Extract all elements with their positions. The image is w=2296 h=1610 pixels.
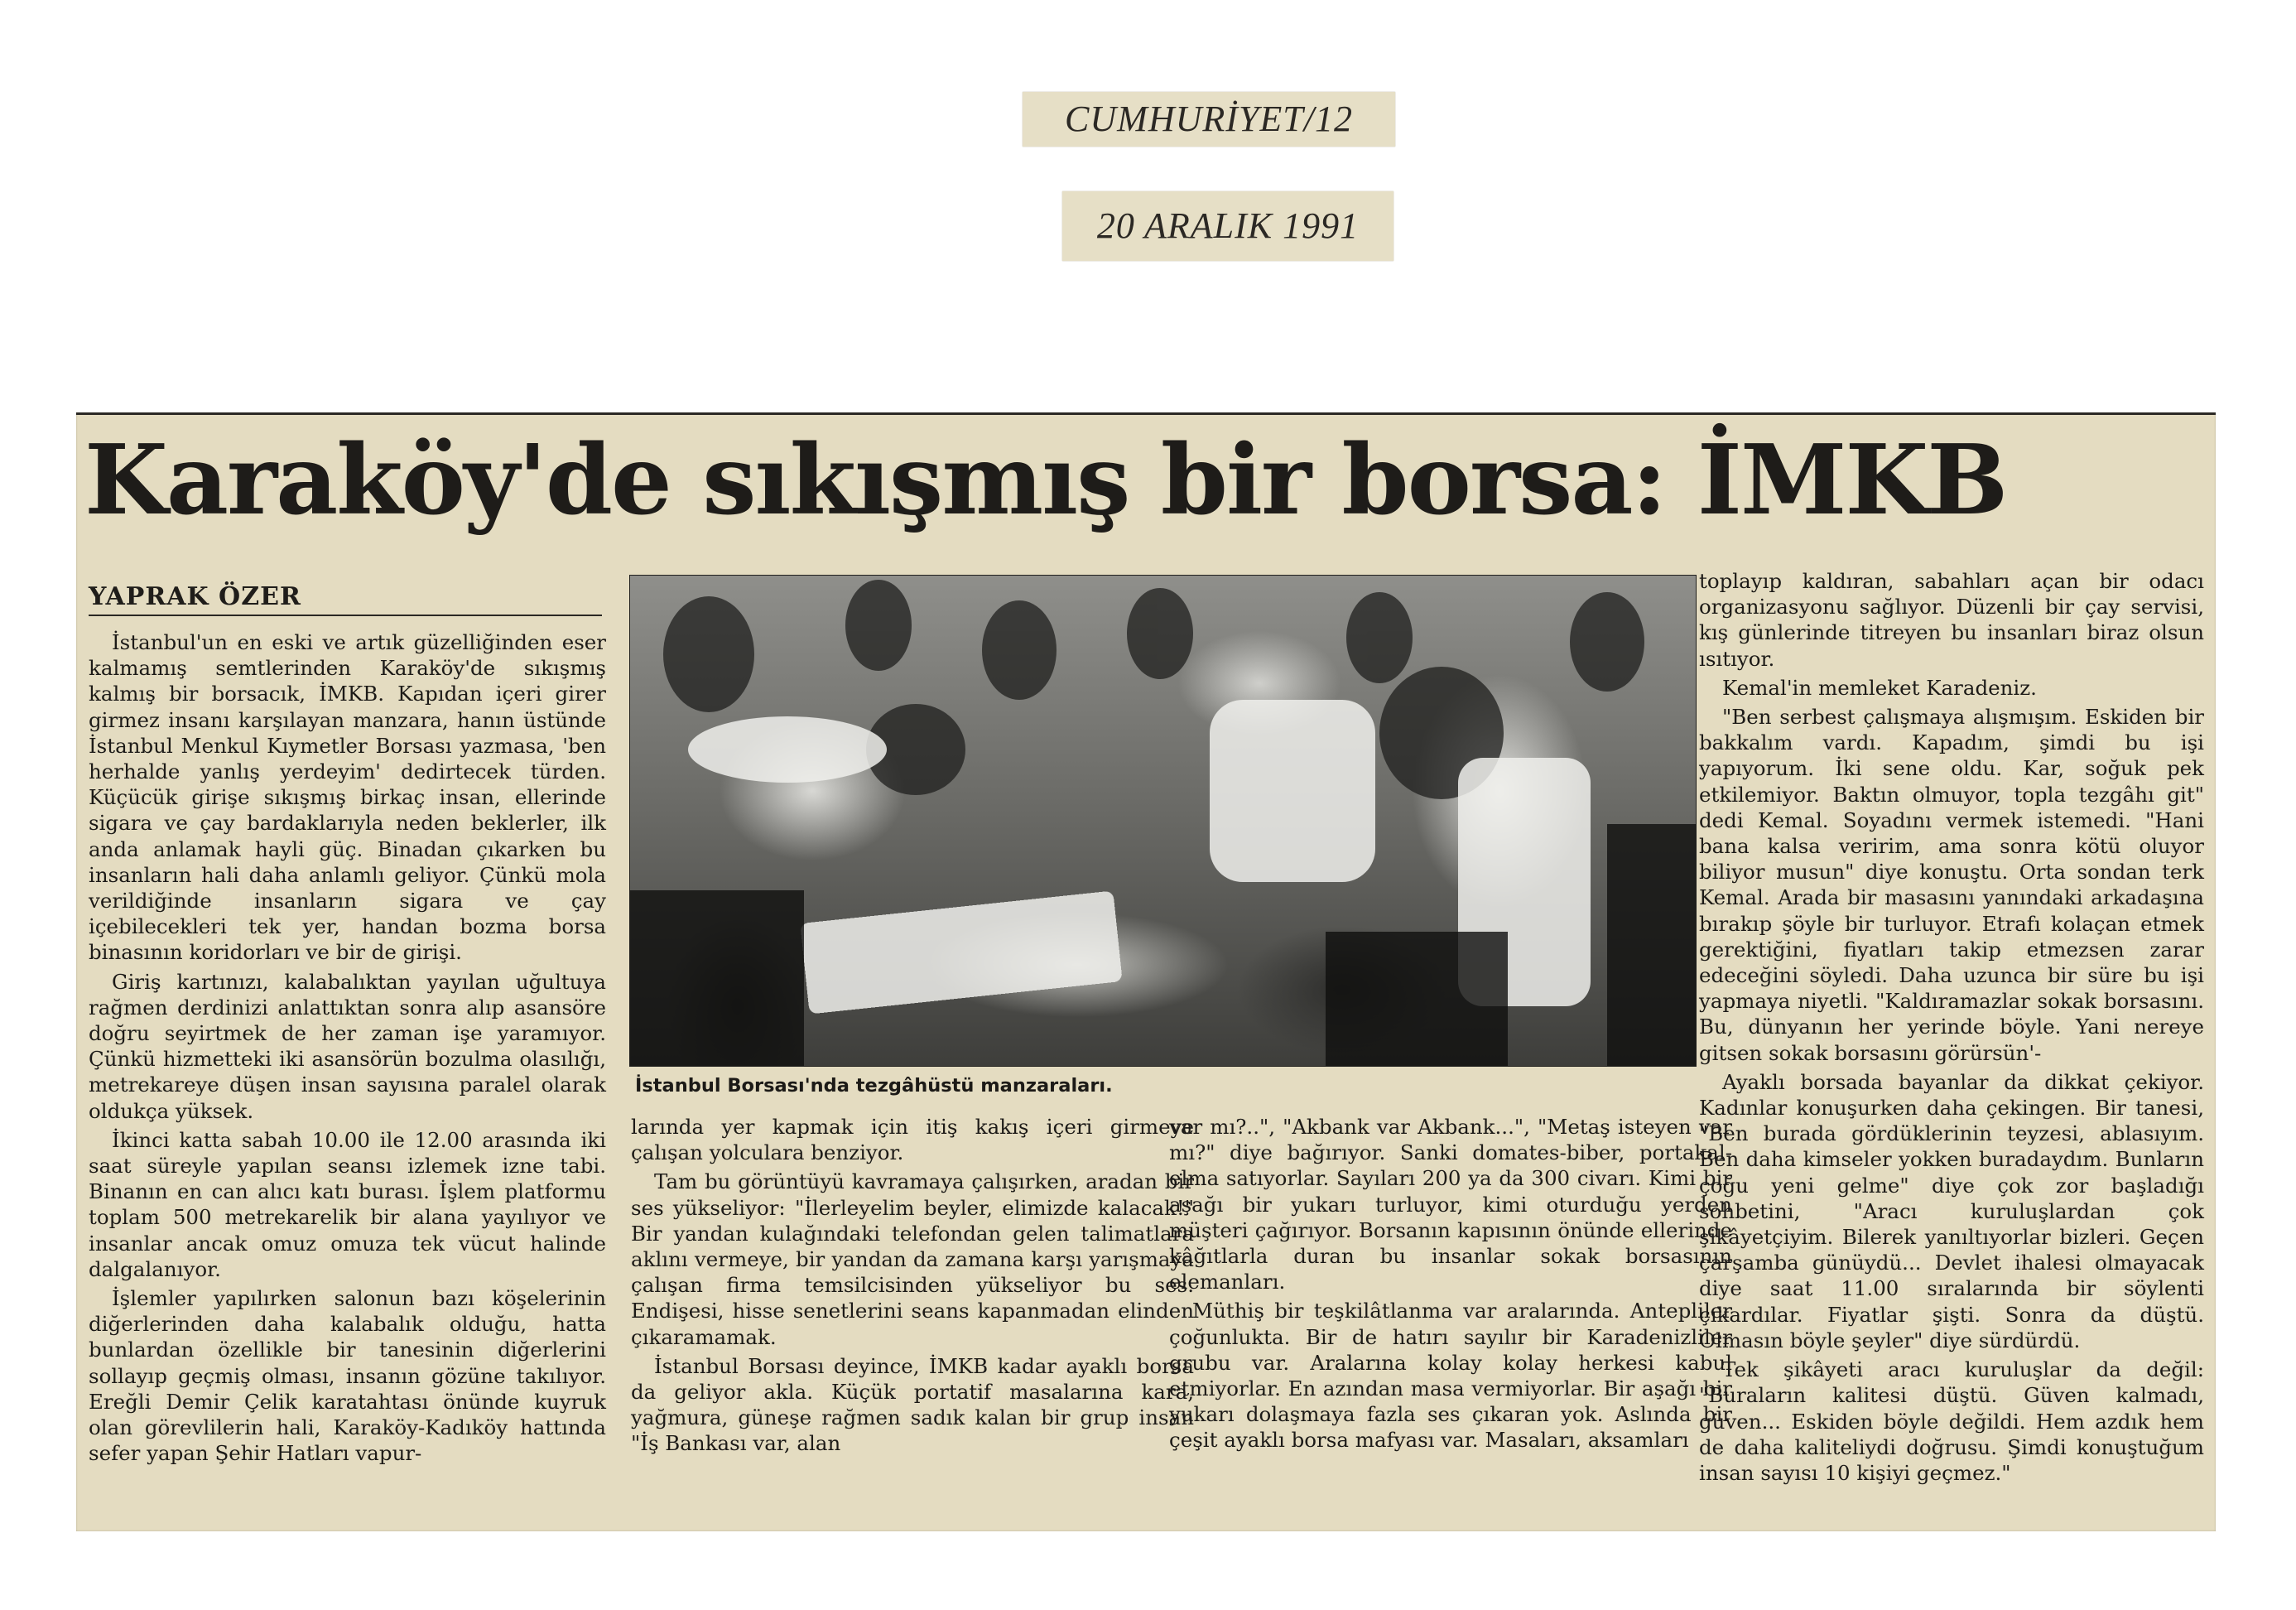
paragraph: Müthiş bir teşkilâtlanma var aralarında. Antepliler çoğunlukta. Bir de hatırı sayılır bir Karadenizliler grubu var. Aralarına kolay kolay herkesi kabul etmiyorlar. En azından masa vermiyorlar. Bir aşağı bir yukarı dolaşmaya fazla ses çıkaran yok. Aslında bir çeşit ayaklı borsa mafyası var. Masaları, aksamları [1169, 1299, 1732, 1453]
photo-caption: İstanbul Borsası'nda tezgâhüstü manzaraları. [635, 1075, 1113, 1097]
paragraph: Tam bu görüntüyü kavramaya çalışırken, aradan bir ses yükseliyor: "İlerleyelim beyler, elimizde kalacak!" Bir yandan kulağındaki telefondan gelen talimatlara aklını vermeye, bir yandan da zamana karşı yarışmaya çalışan firma temsilcisinden yükseliyor bu ses. Endişesi, hisse senetlerini seans kapanmadan elinden çıkaramamak. [631, 1169, 1194, 1349]
newspaper-name-stamp: CUMHURİYET/12 [1023, 92, 1395, 147]
text-column-3 [1169, 1114, 1732, 1457]
paragraph: Kemal'in memleket Karadeniz. [1722, 675, 2037, 700]
text-column-4 [1699, 568, 2204, 1489]
top-rule [76, 412, 2216, 415]
crowd-photo-illustration [630, 576, 1696, 1066]
newspaper-clipping [76, 412, 2216, 1531]
paragraph: Tek şikâyeti aracı kuruluşlar da değil: "Buraların kalitesi düştü. Güven kalmadı, güven... Eskiden böyle değildi. Hem azdık hem de daha kaliteliydi doğrusu. Şimdi konuştuğum insan sayısı 10 kişiyi geçmez." [1699, 1357, 2204, 1485]
paragraph: İkinci katta sabah 10.00 ile 12.00 arasında iki saat süreyle yapılan seansı izlemek izne tabi. Binanın en can alıcı katı burası. İşlem platformu toplam 500 metrekarelik bir alana yayılıyor ve insanlar ancak omuz omuza tek vücut halinde dalgalanıyor. [89, 1127, 606, 1281]
paragraph: Ayaklı borsada bayanlar da dikkat çekiyor. Kadınlar konuşurken daha çekingen. Bir tanesi, "Ben burada gördüklerinin teyzesi, ablasıyım. Ben daha kimseler yokken buradaydım. Bunların çoğu yeni gelme" diye çok zor başladığı sohbetini, "Aracı kuruluşlardan çok şikâyetçiyim. Bilerek yanıltıyorlar bizleri. Geçen çarşamba günüydü... Devlet ihalesi olmayacak diye saat 11.00 sıralarında bir söylenti çıkardılar. Fiyatlar şişti. Sonra da düştü. Olmasın böyle şeyler" diye sürdürdü. [1699, 1069, 2204, 1352]
paragraph: larında yer kapmak için itiş kakış içeri girmeye çalışan yolculara benziyor. [631, 1115, 1194, 1165]
paragraph: İstanbul'un en eski ve artık güzelliğinden eser kalmamış semtlerinden Karaköy'de sıkışmış kalmış bir borsacık, İMKB. Kapıdan içeri girer girmez insanı karşılayan manzara, hanın üstünde İstanbul Menkul Kıymetler Borsası yazmasa, 'ben herhalde yanlış yerdeyim' dedirtecek türden. Küçücük girişe sıkışmış birkaç insan, ellerinde sigara ve çay bardaklarıyla neden beklerler, ilk anda anlamak hayli güç. Binadan çıkarken bu insanların hali daha anlamlı geliyor. Çünkü mola verildiğinde insanların sigara ve çay içebilecekleri tek yer, handan bozma borsa binasının koridorları ve bir de girişi. [89, 630, 606, 965]
article-byline: YAPRAK ÖZER [89, 582, 602, 616]
paragraph: Giriş kartınızı, kalabalıktan yayılan uğultuya rağmen derdinizi anlattıktan sonra alıp asansöre doğru seyirtmek de her zaman işe yaramıyor. Çünkü hizmetteki iki asansörün bozulma olasılığı, metrekareye düşen insan sayısına paralel olarak oldukça yüksek. [89, 969, 606, 1123]
publication-date-stamp: 20 ARALIK 1991 [1062, 191, 1393, 261]
paragraph: "Ben serbest çalışmaya alışmışım. Eskiden bir bakkalım vardı. Kapadım, şimdi bu işi yapıyorum. İki sene oldu. Kar, soğuk pek etkilemiyor. Baktın olmuyor, topla tezgâhı git" dedi Kemal. Soyadını vermek istemedi. "Hani bana kalsa veririm, ama sonra kötü oluyor biliyor musun" diye konuştu. Orta sondan terk Kemal. Arada bir masasını yanındaki arkadaşına bırakıp şöyle bir turluyor. Etrafı kolaçan etmek gerektiğini, fiyatları takip etmezsen zarar edeceğini söyledi. Daha uzunca bir süre bu işi yapmaya niyetli. "Kaldıramazlar sokak borsasını. Bu, dünyanın her yerinde böyle. Yani nereye gitsen sokak borsasını görürsün'- [1699, 705, 2204, 1065]
paragraph: toplayıp kaldıran, sabahları açan bir odacı organizasyonu sağlıyor. Düzenli bir çay servisi, kış günlerinde titreyen bu insanları biraz olsun ısıtıyor. [1699, 569, 2204, 671]
news-photo [629, 575, 1697, 1067]
text-column-2 [631, 1114, 1194, 1460]
paragraph: İstanbul Borsası deyince, İMKB kadar ayaklı borsa da geliyor akla. Küçük portatif masalarına kara, yağmura, güneşe rağmen sadık kalan bir grup insan "İş Bankası var, alan [631, 1353, 1194, 1456]
text-column-1 [89, 629, 606, 1470]
paragraph: İşlemler yapılırken salonun bazı köşelerinin diğerlerinden daha kalabalık olduğu, hatta bunlardan özellikle bir tanesinin diğerlerini sollayıp geçmiş olması, insanın gözüne takılıyor. Ereğli Demir Çelik karatahtası önünde kuyruk olan görevlilerin hali, Karaköy-Kadıköy hattında sefer yapan Şehir Hatları vapur- [89, 1286, 606, 1466]
paragraph: var mı?..", "Akbank var Akbank...", "Metaş isteyen var mı?" diye bağırıyor. Sanki domates-biber, portakal-elma satıyorlar. Sayıları 200 ya da 300 civarı. Kimi bir aşağı bir yukarı turluyor, kimi oturduğu yerden müşteri çağırıyor. Borsanın kapısının önünde ellerinde kâğıtlarla duran bu insanlar sokak borsasının elemanları. [1169, 1115, 1732, 1294]
article-headline: Karaköy'de sıkışmış bir borsa: İMKB [84, 424, 2007, 537]
